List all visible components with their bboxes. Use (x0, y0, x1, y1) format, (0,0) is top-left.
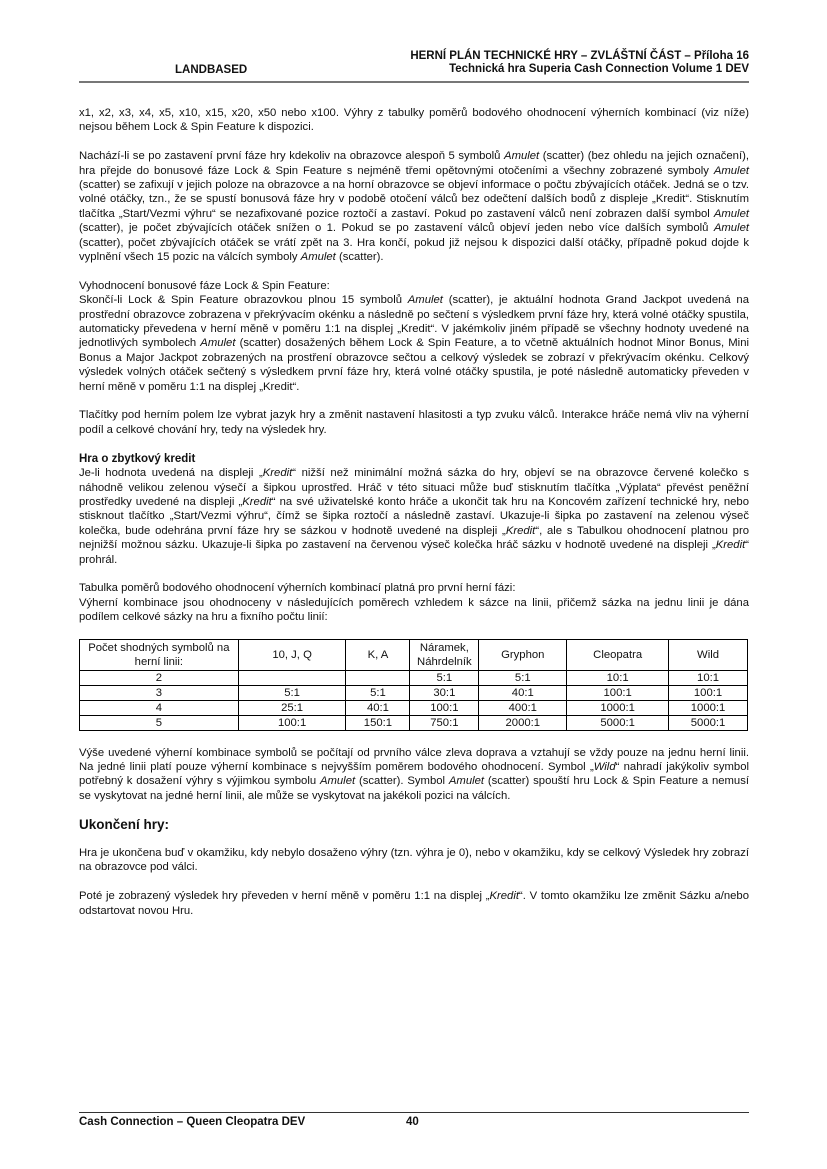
paytable-row (80, 685, 748, 700)
paytable-cell: 25:1 (238, 700, 346, 715)
paytable-cell: 5:1 (479, 670, 567, 685)
paytable-cell: 100:1 (238, 715, 346, 730)
paragraph-multipliers: x1, x2, x3, x4, x5, x10, x15, x20, x50 nebo x100. Výhry z tabulky poměrů bodového ohodnocení výherních kombinací (viz níže) nejsou během Lock & Spin Feature k dispozici. (79, 107, 749, 134)
paytable-header-cell: Gryphon (479, 639, 567, 670)
paytable-cell: 5:1 (410, 670, 479, 685)
header-divider (79, 81, 749, 83)
paytable-header-cell: K, A (346, 639, 410, 670)
paytable-cell: 30:1 (410, 685, 479, 700)
emphasized-term: Amulet (713, 207, 749, 220)
heading-game-end: Ukončení hry: (79, 816, 170, 832)
paytable-cell: 100:1 (567, 685, 669, 700)
paytable-symbol-count: 4 (80, 700, 239, 715)
paytable-cell: 2000:1 (479, 715, 567, 730)
paytable-header-cell: Cleopatra (567, 639, 669, 670)
paytable-symbol-count: 3 (80, 685, 239, 700)
paragraph-evaluation: Skončí-li Lock & Spin Feature obrazovkou plnou 15 symbolů Amulet (scatter), je aktuální hodnota Grand Jackpot uvedená na prostřední obrazovce zobrazena v překrývacím okénku a následně po sečtení s výsledkem první fáze hry, která volné otáčky spustila, automaticky převedena v herní měně v poměru 1:1 na displej „Kredit“. V jakémkoliv jiném případě se všechny hodnoty uvedené na jednotlivých symbolech Amulet (scatter) dosažených během Lock & Spin Feature, a to včetně aktuálních hodnot Minor Bonus, Mini Bonus a Major Jackpot zobrazených na prostření obrazovce sečtou a celkový výsledek se zobrazí v překrývacím okénku. Celkový výsledek volných otáček sečtený s výsledkem první fáze hry, která volné otáčky spustila, je poté následně automaticky převeden v herní měně v poměru 1:1 na displej „Kredit“. (79, 294, 750, 393)
paragraph-paytable-desc: Výherní kombinace jsou ohodnoceny v následujících poměrech vzhledem k sázce na linii, přičemž sázka na jednu linii je dána podílem celkové sázky na hru a fixního počtu linií: (79, 596, 749, 624)
paragraph-buttons: Tlačítky pod herním polem lze vybrat jazyk hry a změnit nastavení hlasitosti a typ zvuku válců. Interakce hráče nemá vliv na výherní podíl a celkové chování hry, tedy na výsledek hry. (79, 409, 749, 436)
footer-divider (79, 1112, 749, 1113)
paytable-cell: 100:1 (410, 700, 479, 715)
paytable-cell: 100:1 (669, 685, 748, 700)
paytable-cell: 40:1 (346, 700, 410, 715)
paytable-header-row (80, 639, 748, 670)
paytable-cell: 40:1 (479, 685, 567, 700)
paytable-cell: 1000:1 (669, 700, 748, 715)
emphasized-term: Amulet (713, 164, 749, 177)
emphasized-term: Wild (593, 760, 616, 773)
paragraph-paytable-title: Tabulka poměrů bodového ohodnocení výherních kombinací platná pro první herní fázi: (79, 582, 516, 595)
paytable-cell: 400:1 (479, 700, 567, 715)
page-number: 40 (406, 1116, 419, 1128)
page-header (79, 48, 749, 78)
paytable-row (80, 670, 748, 685)
paytable-cell: 5:1 (346, 685, 410, 700)
paytable-cell: 10:1 (567, 670, 669, 685)
emphasized-term: Amulet (300, 251, 336, 264)
heading-remaining-credit: Hra o zbytkový kredit (79, 452, 196, 465)
emphasized-term: Kredit (505, 524, 536, 537)
emphasized-term: Kredit (242, 495, 272, 508)
emphasized-term: Kredit (715, 539, 746, 552)
emphasized-term: Amulet (319, 775, 356, 788)
footer-title: Cash Connection – Queen Cleopatra DEV (79, 1116, 306, 1128)
paytable-header-cell: Počet shodných symbolů na herní linii: (80, 639, 239, 670)
paytable-cell: 150:1 (346, 715, 410, 730)
paytable-symbol-count: 2 (80, 670, 239, 685)
paytable-cell: 5000:1 (669, 715, 748, 730)
paytable-cell: 1000:1 (567, 700, 669, 715)
emphasized-term: Kredit (262, 467, 293, 480)
paytable-header-cell: Náramek, Náhrdelník (410, 639, 479, 670)
paytable-cell: 750:1 (410, 715, 479, 730)
paytable (79, 639, 748, 731)
emphasized-term: Amulet (200, 337, 236, 350)
header-title-line2: Technická hra Superia Cash Connection Volume 1 DEV (449, 63, 749, 75)
header-title (410, 50, 749, 76)
paytable-row (80, 700, 748, 715)
paragraph-remaining-credit: Je-li hodnota uvedená na displeji „Kredit“ nižší než minimální možná sázka do hry, objeví se na obrazovce červené kolečko s náhodně velikou zelenou výsečí a šipkou uprostřed. Hráč v této situaci může buď stisknutím tlačítka „Výplata“ převést peněžní prostředky uvedené na displeji „Kredit“ na své uživatelské konto hráče a ukončit tak hru na Koncovém zařízení technické hry, nebo stisknout tlačítko „Start/Vezmi výhru“, čímž se šipka roztočí a následně zastaví. Ukazuje-li šipka po zastavení na zelenou výseč kolečka, bude odehrána první fáze hry se sázkou v hodnotě uvedené na displeji „Kredit“, ale s Tabulkou ohodnocení platnou pro nejnižší možnou sázku. Ukazuje-li šipka po zastavení na červenou výseč kolečka hráč sázku v hodnotě uvedené na displeji „Kredit“ prohrál. (79, 467, 749, 566)
paytable-row (80, 715, 748, 730)
emphasized-term: Amulet (504, 150, 540, 163)
emphasized-term: Amulet (713, 222, 749, 235)
page-content (79, 106, 749, 932)
paragraph-game-end: Hra je ukončena buď v okamžiku, kdy nebylo dosaženo výhry (tzn. výhra je 0), nebo v okamžiku, kdy se celkový Výsledek hry zobrazí na obrazovce pod válci. (79, 846, 749, 874)
paytable-cell: 5000:1 (567, 715, 669, 730)
emphasized-term: Amulet (448, 775, 485, 788)
paytable-cell (238, 670, 346, 685)
paytable-symbol-count: 5 (80, 715, 239, 730)
paytable-header-cell: 10, J, Q (238, 639, 346, 670)
paytable-cell: 10:1 (669, 670, 748, 685)
emphasized-term: Kredit (489, 890, 519, 903)
emphasized-term: Amulet (407, 294, 443, 307)
header-title-line1: HERNÍ PLÁN TECHNICKÉ HRY – ZVLÁŠTNÍ ČÁST – Příloha 16 (410, 50, 749, 62)
paragraph-lock-spin-trigger: Nachází-li se po zastavení první fáze hry kdekoliv na obrazovce alespoň 5 symbolů Amulet (scatter) (bez ohledu na jejich označení), hra přejde do bonusové fáze Lock & Spin Feature s nejméně třemi opětovnými otočeními a všechny zobrazené symboly Amulet (scatter) se zafixují v jejich poloze na obrazovce a na horní obrazovce se objeví informace o počtu zbývajících otáček. Jedná se o tzv. volné otáčky, tzn., že se spustí bonusová fáze hry v podobě otočení válců bez odečtení dalších bodů z displeje „Kredit“. Stisknutím tlačítka „Start/Vezmi výhru“ se nezafixované pozice roztočí a zastaví. Pokud po zastavení válců není zobrazen další symbol Amulet (scatter), je počet zbývajících otáček snížen o 1. Pokud se po zastavení válců objeví jeden nebo více dalších symbolů Amulet (scatter), počet zbývajících otáček se vrátí zpět na 3. Hra končí, pokud již nejsou k dispozici další otáčky, případně pokud dojde k vyplnění všech 15 pozic na válcích symboly Amulet (scatter). (79, 150, 749, 264)
paragraph-result-transfer: Poté je zobrazený výsledek hry převeden v herní měně v poměru 1:1 na displej „Kredit“. V tomto okamžiku lze změnit Sázku a/nebo odstartovat novou Hru. (79, 890, 749, 917)
header-left-label: LANDBASED (175, 64, 248, 76)
paytable-cell (346, 670, 410, 685)
paytable-header-cell: Wild (669, 639, 748, 670)
paytable-cell: 5:1 (238, 685, 346, 700)
paragraph-line-rules: Výše uvedené výherní kombinace symbolů se počítají od prvního válce zleva doprava a vztahují se vždy pouze na jednu herní linii. Na jedné linii platí pouze výherní kombinace s nejvyšším poměrem bodového ohodnocení. Symbol „Wild“ nahradí jakýkoliv symbol potřebný k dosažení výhry s výjimkou symbolu Amulet (scatter). Symbol Amulet (scatter) spouští hru Lock & Spin Feature a nemusí se vyskytovat na jedné herní linii, ale může se vyskytovat na jakékoli pozici na válcích. (79, 746, 750, 802)
paragraph-evaluation-title: Vyhodnocení bonusové fáze Lock & Spin Feature: (79, 279, 330, 292)
